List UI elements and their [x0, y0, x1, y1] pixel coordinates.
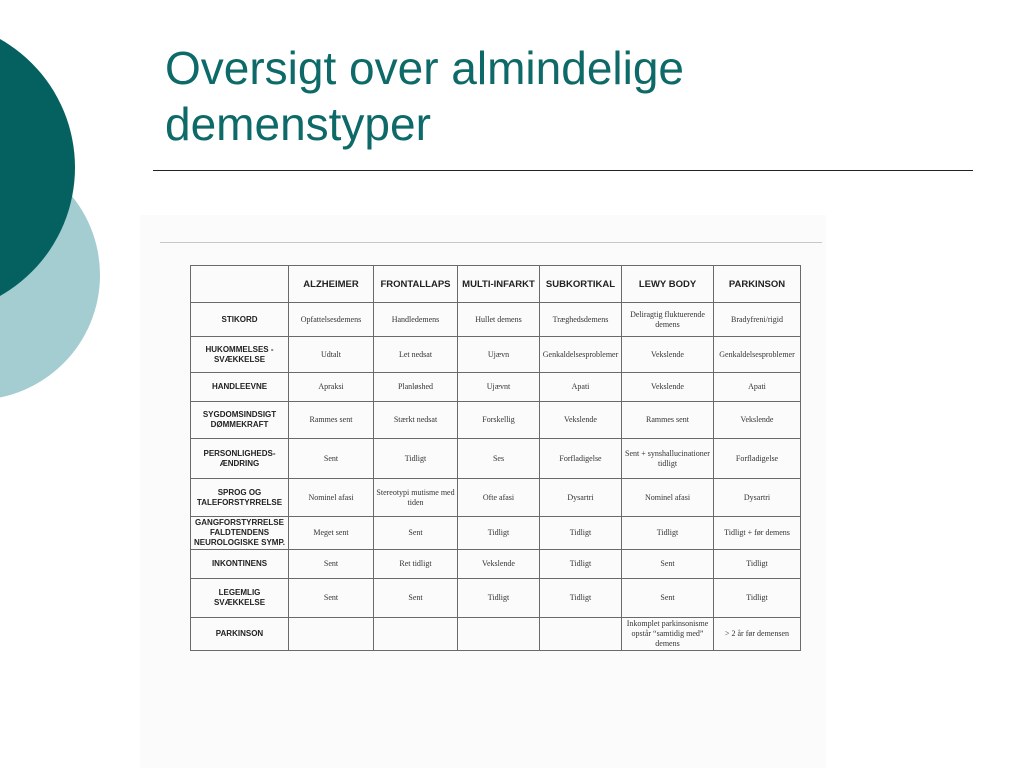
table-cell: Tidligt: [540, 579, 622, 618]
table-row: [191, 303, 801, 337]
table-cell: Sent + synshallucinationer tidligt: [622, 439, 714, 479]
scan-top-line: [160, 242, 822, 243]
table-cell: Handledemens: [374, 303, 458, 337]
slide-title-line-2: demenstyper: [165, 98, 431, 150]
table-cell: Ses: [458, 439, 540, 479]
table-header-row: [191, 266, 801, 303]
table-cell: Tidligt + før demens: [714, 517, 801, 550]
table-row: [191, 337, 801, 373]
table-cell: Vekslende: [622, 337, 714, 373]
table-cell: Opfattelsesdemens: [289, 303, 374, 337]
table-cell: Sent: [374, 579, 458, 618]
row-label-gangforstyrrelse: GANGFORSTYRRELSE FALDTENDENS NEUROLOGISKE SYMP.: [191, 517, 289, 550]
table-cell: Let nedsat: [374, 337, 458, 373]
table-cell: Sent: [622, 579, 714, 618]
column-header-frontallaps: FRONTALLAPS: [374, 266, 458, 303]
table-cell: Sent: [289, 579, 374, 618]
table-row: [191, 373, 801, 402]
table-cell: Nominel afasi: [622, 479, 714, 517]
column-header-subkortikal: SUBKORTIKAL: [540, 266, 622, 303]
table-row: [191, 402, 801, 439]
row-label-sprog: SPROG OG TALEFORSTYRRELSE: [191, 479, 289, 517]
table-cell: Sent: [289, 439, 374, 479]
table-cell: Hullet demens: [458, 303, 540, 337]
table-cell: Apati: [714, 373, 801, 402]
row-label-personlighed: PERSONLIGHEDS- ÆNDRING: [191, 439, 289, 479]
table-cell: Genkaldelsesproblemer: [714, 337, 801, 373]
table-cell: Sent: [289, 550, 374, 579]
table-cell: Stereotypi mutisme med tiden: [374, 479, 458, 517]
title-divider: [153, 170, 973, 171]
table-cell: Træghedsdemens: [540, 303, 622, 337]
row-label-legemlig: LEGEMLIG SVÆKKELSE: [191, 579, 289, 618]
table-cell: Nominel afasi: [289, 479, 374, 517]
table-cell: Ret tidligt: [374, 550, 458, 579]
table-cell: Ujævnt: [458, 373, 540, 402]
row-label-stikord: STIKORD: [191, 303, 289, 337]
table-cell: [374, 618, 458, 651]
table-row: [191, 579, 801, 618]
table-cell: Forfladigelse: [540, 439, 622, 479]
table-cell: Vekslende: [622, 373, 714, 402]
table-row: [191, 479, 801, 517]
table-cell: Vekslende: [458, 550, 540, 579]
table-cell: > 2 år før demensen: [714, 618, 801, 651]
table-cell: Udtalt: [289, 337, 374, 373]
row-label-hukommelse: HUKOMMELSES -SVÆKKELSE: [191, 337, 289, 373]
row-label-parkinson: PARKINSON: [191, 618, 289, 651]
column-header-multi-infarkt: MULTI-INFARKT: [458, 266, 540, 303]
table-cell: Rammes sent: [622, 402, 714, 439]
table-cell: Tidligt: [458, 517, 540, 550]
table-cell: Planløshed: [374, 373, 458, 402]
table-cell: Apati: [540, 373, 622, 402]
table-cell: Tidligt: [714, 550, 801, 579]
table-cell: Forskellig: [458, 402, 540, 439]
table-cell: [540, 618, 622, 651]
table-cell: Tidligt: [540, 517, 622, 550]
table-cell: Sent: [374, 517, 458, 550]
table-cell: Tidligt: [622, 517, 714, 550]
column-header-parkinson: PARKINSON: [714, 266, 801, 303]
table-cell: Vekslende: [714, 402, 801, 439]
table-cell: Inkomplet parkinsonisme opstår “samtidig med” demens: [622, 618, 714, 651]
table-cell: Bradyfreni/rigid: [714, 303, 801, 337]
slide-title-line-1: Oversigt over almindelige: [165, 42, 685, 94]
table-cell: Tidligt: [714, 579, 801, 618]
table-cell: Tidligt: [374, 439, 458, 479]
table-cell: Forfladigelse: [714, 439, 801, 479]
table-cell: [289, 618, 374, 651]
table-cell: Meget sent: [289, 517, 374, 550]
row-label-handleevne: HANDLEEVNE: [191, 373, 289, 402]
table-cell: Dysartri: [714, 479, 801, 517]
dementia-comparison-table: [190, 265, 801, 651]
table-row: [191, 618, 801, 651]
table-row: [191, 517, 801, 550]
table-cell: Rammes sent: [289, 402, 374, 439]
table-cell: [458, 618, 540, 651]
column-header-lewy-body: LEWY BODY: [622, 266, 714, 303]
row-label-sygdomsindsigt: SYGDOMSINDSIGT DØMMEKRAFT: [191, 402, 289, 439]
table-cell: Ofte afasi: [458, 479, 540, 517]
table-cell: Stærkt nedsat: [374, 402, 458, 439]
column-header-alzheimer: ALZHEIMER: [289, 266, 374, 303]
table-cell: Sent: [622, 550, 714, 579]
table-row: [191, 439, 801, 479]
row-label-inkontinens: INKONTINENS: [191, 550, 289, 579]
table-cell: Vekslende: [540, 402, 622, 439]
table-cell: Tidligt: [540, 550, 622, 579]
corner-cell: [191, 266, 289, 303]
table-row: [191, 550, 801, 579]
slide-title: [165, 40, 985, 152]
table-cell: Dysartri: [540, 479, 622, 517]
table-cell: Genkaldelsesproblemer: [540, 337, 622, 373]
table-cell: Deliragtig fluktuerende demens: [622, 303, 714, 337]
table-cell: Apraksi: [289, 373, 374, 402]
table-cell: Ujævn: [458, 337, 540, 373]
table-cell: Tidligt: [458, 579, 540, 618]
